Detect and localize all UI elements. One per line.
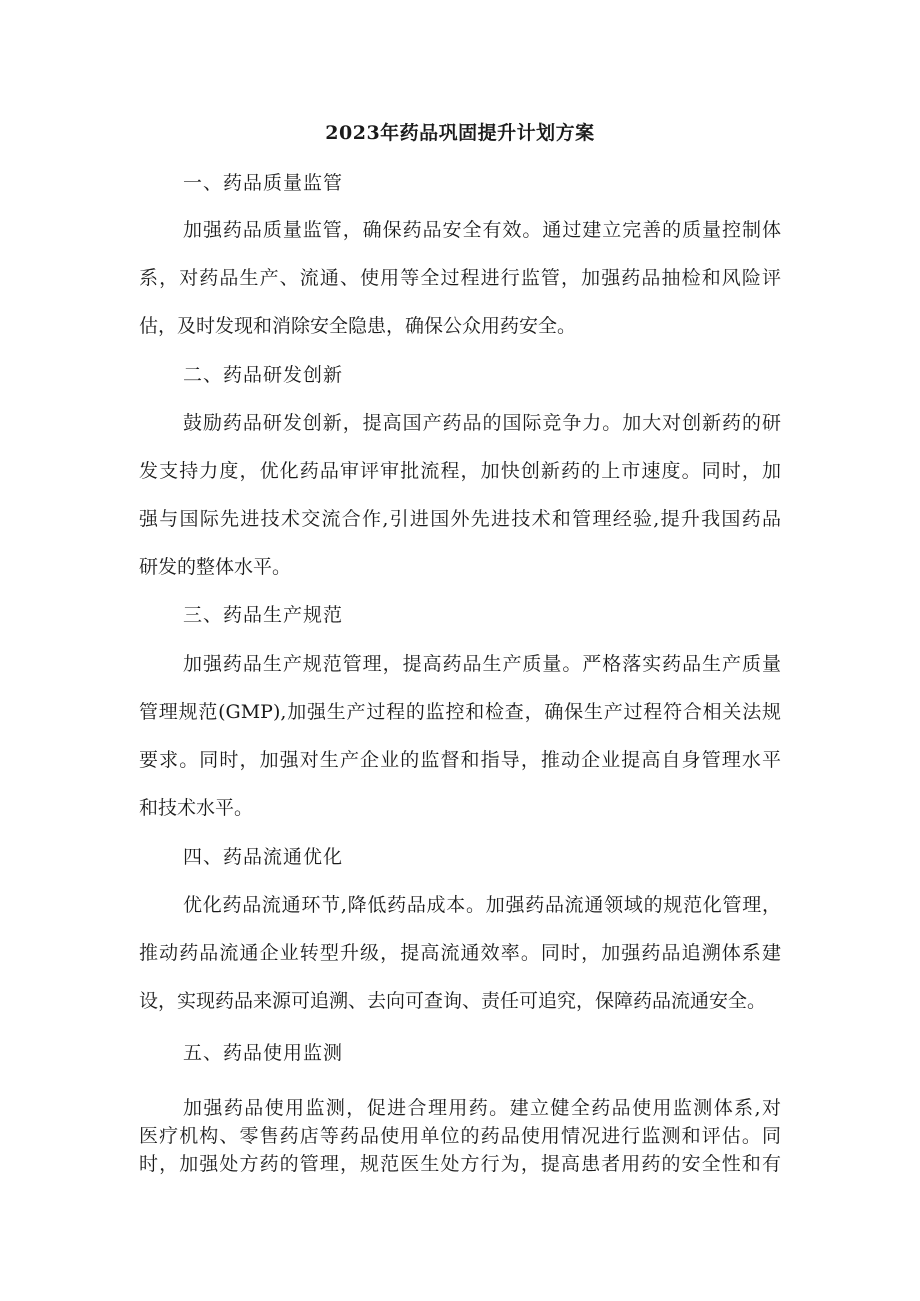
section-heading: 一、药品质量监管 (183, 172, 344, 194)
paragraph-line: 医疗机构、零售药店等药品使用单位的药品使用情况进行监测和评估。同 (139, 1125, 781, 1147)
paragraph-line: 要求。同时，加强对生产企业的监督和指导，推动企业提高自身管理水平 (139, 749, 781, 771)
paragraph-line: 管理规范(GMP),加强生产过程的监控和检查，确保生产过程符合相关法规 (139, 701, 781, 723)
paragraph-line: 发支持力度，优化药品审评审批流程，加快创新药的上市速度。同时，加 (139, 460, 781, 482)
document-title: 2023年药品巩固提升计划方案 (325, 122, 595, 144)
section-heading: 二、药品研发创新 (183, 364, 344, 386)
paragraph-line: 和技术水平。 (139, 797, 254, 819)
paragraph-line: 强与国际先进技术交流合作,引进国外先进技术和管理经验,提升我国药品 (139, 508, 781, 530)
paragraph-line: 鼓励药品研发创新，提高国产药品的国际竞争力。加大对创新药的研 (183, 412, 781, 434)
section-heading: 五、药品使用监测 (183, 1042, 344, 1064)
section-heading: 四、药品流通优化 (183, 846, 344, 868)
section-heading: 三、药品生产规范 (183, 604, 344, 626)
paragraph-line: 推动药品流通企业转型升级，提高流通效率。同时，加强药品追溯体系建 (139, 942, 781, 964)
paragraph-line: 估，及时发现和消除安全隐患，确保公众用药安全。 (139, 315, 577, 337)
paragraph-line: 加强药品质量监管，确保药品安全有效。通过建立完善的质量控制体 (183, 219, 781, 241)
paragraph-line: 研发的整体水平。 (139, 556, 292, 578)
paragraph-line: 优化药品流通环节,降低药品成本。加强药品流通领域的规范化管理， (183, 894, 781, 916)
paragraph-line: 设，实现药品来源可追溯、去向可查询、责任可追究，保障药品流通安全。 (139, 990, 767, 1012)
paragraph-line: 系，对药品生产、流通、使用等全过程进行监管，加强药品抽检和风险评 (139, 267, 781, 289)
paragraph-line: 加强药品生产规范管理，提高药品生产质量。严格落实药品生产质量 (183, 653, 781, 675)
paragraph-line: 加强药品使用监测，促进合理用药。建立健全药品使用监测体系,对 (183, 1097, 781, 1119)
paragraph-line: 时，加强处方药的管理，规范医生处方行为，提高患者用药的安全性和有 (139, 1153, 781, 1175)
